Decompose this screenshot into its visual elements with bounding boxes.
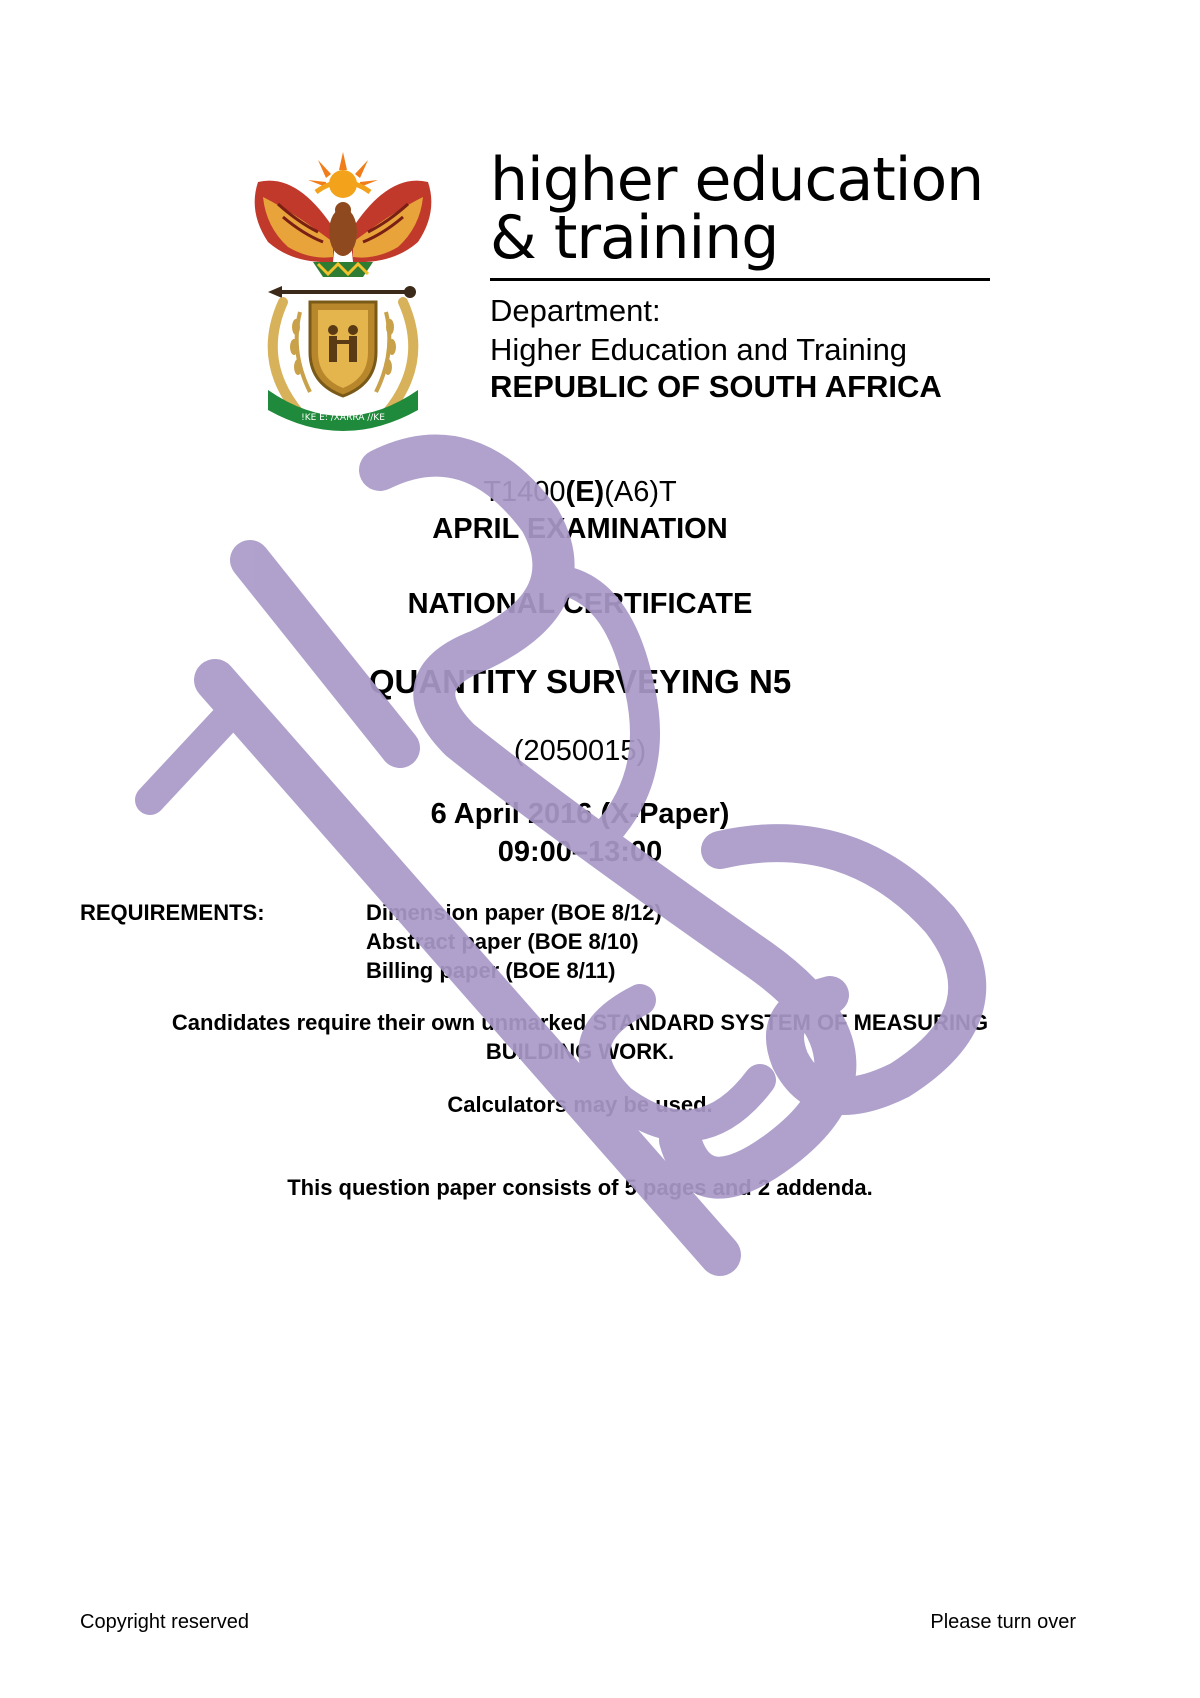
paper-code-language: (E) — [565, 476, 605, 508]
brand-divider — [490, 278, 990, 281]
subject-code: (2050015) — [513, 735, 647, 767]
paper-code-suffix: (A6)T — [604, 476, 677, 508]
exam-time: 09:00–13:00 — [497, 836, 663, 868]
exam-date: 6 April 2016 (X-Paper) — [430, 798, 730, 830]
requirements-label: REQUIREMENTS: — [80, 900, 265, 925]
paper-code-prefix: T1400 — [483, 476, 566, 508]
department-name: Higher Education and Training — [490, 332, 908, 367]
certificate-title: NATIONAL CERTIFICATE — [407, 588, 753, 620]
brand-title-line1: higher education — [490, 145, 984, 215]
standard-system-note: Candidates require their own unmarked STANDARD SYSTEM OF MEASURING — [171, 1010, 989, 1035]
watermark-t-crossbar — [250, 560, 400, 748]
coat-of-arms-icon — [238, 152, 448, 432]
requirement-item: Dimension paper (BOE 8/12) — [366, 900, 662, 925]
sun-icon — [308, 152, 378, 198]
country-name: REPUBLIC OF SOUTH AFRICA — [490, 369, 942, 404]
paper-code — [0, 478, 1160, 507]
calculator-note: Calculators may be used. — [447, 1092, 713, 1117]
coat-motto: !KE E: /XARRA //KE — [301, 413, 385, 423]
brand-title-line2: & training — [490, 203, 779, 273]
standard-system-note-cont: BUILDING WORK. — [485, 1039, 675, 1064]
requirement-item: Abstract paper (BOE 8/10) — [366, 929, 639, 954]
page-count-note: This question paper consists of 5 pages and 2 addenda. — [287, 1175, 873, 1200]
requirement-item: Billing paper (BOE 8/11) — [366, 958, 616, 983]
department-label: Department: — [490, 293, 661, 328]
turn-over-footer: Please turn over — [930, 1611, 1076, 1633]
subject-title: QUANTITY SURVEYING N5 — [368, 663, 792, 700]
exam-session: APRIL EXAMINATION — [432, 513, 728, 545]
copyright-footer: Copyright reserved — [80, 1611, 249, 1633]
